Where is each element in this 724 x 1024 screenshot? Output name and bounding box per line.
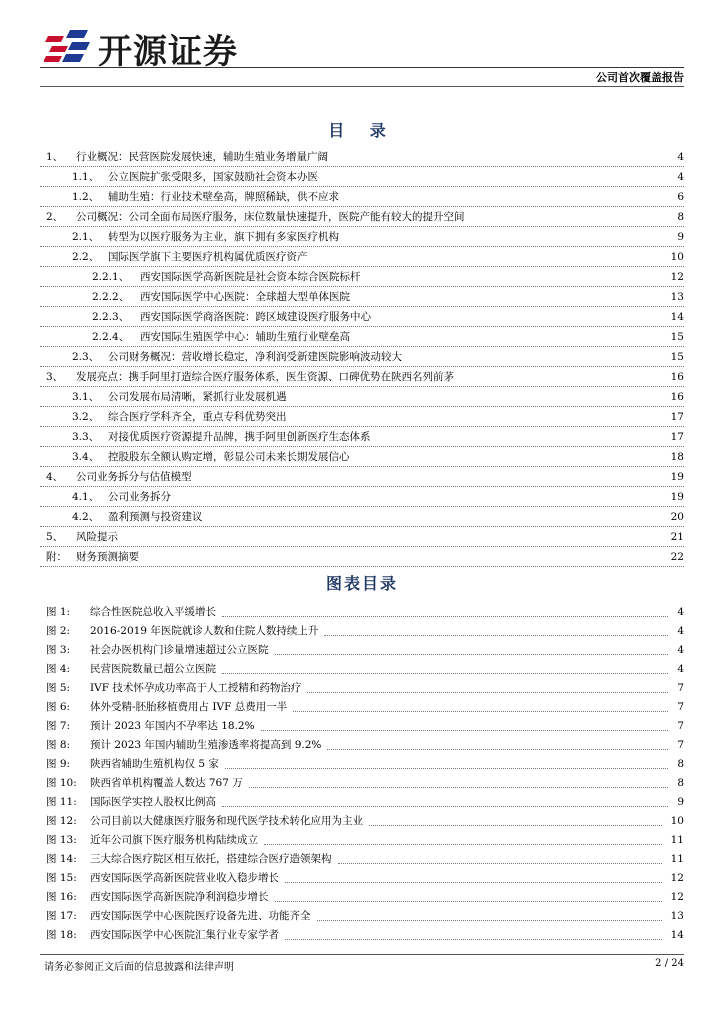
entry-text — [46, 851, 332, 866]
entry-text — [46, 469, 192, 484]
entry-text — [46, 908, 311, 923]
figure-entry[interactable] — [40, 621, 684, 640]
entry-text — [46, 529, 118, 544]
entry-page-number: 19 — [670, 470, 684, 483]
entry-page-number: 10 — [670, 814, 684, 827]
entry-number: 图 5: — [46, 682, 71, 694]
entry-page-number: 9 — [677, 230, 684, 243]
entry-text — [72, 429, 371, 444]
toc-entry[interactable] — [40, 247, 684, 267]
leader-dots — [249, 778, 669, 788]
toc-entry[interactable] — [40, 327, 684, 347]
toc-entry[interactable] — [40, 507, 684, 527]
entry-title: 对接优质医疗资源提升品牌，携手阿里创新医疗生态体系 — [108, 431, 371, 443]
entry-title: 公司概况：公司全面布局医疗服务，床位数量快速提升，医院产能有较大的提升空间 — [76, 211, 465, 223]
kaiyuan-logo-icon — [44, 28, 94, 68]
entry-page-number: 21 — [670, 530, 684, 543]
toc-entry[interactable] — [40, 167, 684, 187]
figure-entry[interactable] — [40, 754, 684, 773]
entry-text — [92, 269, 361, 284]
entry-text — [46, 369, 454, 384]
toc-entry[interactable] — [40, 387, 684, 407]
entry-number: 2.1、 — [72, 231, 100, 243]
entry-page-number: 7 — [677, 738, 684, 751]
entry-page-number: 13 — [670, 909, 684, 922]
entry-title: 预计 2023 年国内不孕率达 18.2% — [90, 720, 255, 732]
entry-page-number: 9 — [677, 795, 684, 808]
entry-page-number: 4 — [677, 624, 684, 637]
entry-number: 2.2.3、 — [92, 311, 130, 323]
entry-number: 图 6: — [46, 701, 71, 713]
entry-title: 公司财务概况：营收增长稳定，净利润受新建医院影响波动较大 — [108, 351, 402, 363]
report-type-divider — [40, 86, 684, 87]
entry-number: 图 3: — [46, 644, 71, 656]
entry-text — [72, 189, 339, 204]
entry-page-number: 7 — [677, 681, 684, 694]
footer-divider — [40, 954, 684, 955]
entry-text — [46, 927, 279, 942]
entry-page-number: 6 — [677, 190, 684, 203]
entry-title: 近年公司旗下医疗服务机构陆续成立 — [90, 834, 258, 846]
toc-entry[interactable] — [40, 207, 684, 227]
entry-number: 3.2、 — [72, 411, 100, 423]
entry-title: 控股股东全额认购定增，彰显公司未来长期发展信心 — [108, 451, 350, 463]
toc-entry[interactable] — [40, 487, 684, 507]
entry-number: 图 15: — [46, 872, 77, 884]
leader-dots — [264, 835, 662, 845]
entry-text — [72, 349, 402, 364]
figure-entry[interactable] — [40, 659, 684, 678]
entry-number: 5、 — [46, 531, 64, 543]
entry-page-number: 16 — [670, 370, 684, 383]
entry-number: 图 10: — [46, 777, 77, 789]
entry-number: 图 9: — [46, 758, 71, 770]
figure-entry[interactable] — [40, 773, 684, 792]
entry-title: 综合医疗学科齐全，重点专科优势突出 — [108, 411, 287, 423]
page-header — [40, 22, 684, 82]
entry-text — [46, 680, 301, 695]
figure-entry[interactable] — [40, 602, 684, 621]
toc-entry[interactable] — [40, 427, 684, 447]
entry-page-number: 17 — [670, 410, 684, 423]
figures-list — [40, 602, 684, 944]
entry-number: 图 16: — [46, 891, 77, 903]
leader-dots — [222, 607, 668, 617]
entry-number: 图 4: — [46, 663, 71, 675]
entry-text — [72, 389, 287, 404]
entry-page-number: 7 — [677, 700, 684, 713]
toc-entry[interactable] — [40, 187, 684, 207]
entry-title: 西安国际医学高新医院净利润稳步增长 — [90, 891, 269, 903]
entry-number: 图 13: — [46, 834, 77, 846]
entry-page-number: 11 — [670, 852, 684, 865]
entry-text — [46, 604, 216, 619]
entry-page-number: 12 — [670, 890, 684, 903]
entry-text — [46, 832, 258, 847]
entry-number: 1.2、 — [72, 191, 100, 203]
toc-entry[interactable] — [40, 307, 684, 327]
entry-title: 公司业务拆分与估值模型 — [76, 471, 192, 483]
entry-text — [46, 549, 139, 564]
toc-entry[interactable] — [40, 267, 684, 287]
entry-page-number: 4 — [677, 605, 684, 618]
entry-title: 辅助生殖：行业技术壁垒高，牌照稀缺，供不应求 — [108, 191, 339, 203]
entry-page-number: 4 — [677, 643, 684, 656]
entry-text — [46, 756, 219, 771]
entry-page-number: 14 — [670, 928, 684, 941]
entry-title: 国际医学旗下主要医疗机构属优质医疗资产 — [108, 251, 308, 263]
entry-title: 2016-2019 年医院就诊人数和住院人数持续上升 — [90, 625, 319, 637]
entry-title: 行业概况：民营医院发展快速，辅助生殖业务增量广阔 — [76, 151, 328, 163]
figure-entry[interactable] — [40, 868, 684, 887]
toc-entry[interactable] — [40, 227, 684, 247]
entry-number: 2.3、 — [72, 351, 100, 363]
entry-page-number: 14 — [670, 310, 684, 323]
entry-text — [72, 409, 287, 424]
entry-page-number: 15 — [670, 350, 684, 363]
figure-entry[interactable] — [40, 640, 684, 659]
entry-text — [72, 509, 203, 524]
entry-text — [46, 209, 465, 224]
entry-number: 1.1、 — [72, 171, 100, 183]
figure-entry[interactable] — [40, 849, 684, 868]
toc-entry[interactable] — [40, 347, 684, 367]
figure-entry[interactable] — [40, 697, 684, 716]
entry-page-number: 10 — [670, 250, 684, 263]
entry-text — [72, 169, 318, 184]
leader-dots — [222, 797, 668, 807]
page-number: 2 / 24 — [655, 958, 684, 969]
toc-entry[interactable] — [40, 287, 684, 307]
entry-title: 西安国际医学中心医院医疗设备先进、功能齐全 — [90, 910, 311, 922]
entry-title: 公司目前以大健康医疗服务和现代医学技术转化应用为主业 — [90, 815, 363, 827]
entry-title: 西安国际生殖医学中心：辅助生殖行业壁垒高 — [140, 331, 350, 343]
toc-entry[interactable] — [40, 367, 684, 387]
entry-title: 三大综合医疗院区相互依托，搭建综合医疗造领架构 — [90, 853, 332, 865]
figure-entry[interactable] — [40, 906, 684, 925]
entry-page-number: 4 — [677, 170, 684, 183]
entry-number: 3、 — [46, 371, 64, 383]
entry-number: 图 14: — [46, 853, 77, 865]
entry-text — [46, 718, 255, 733]
toc-entry[interactable] — [40, 527, 684, 547]
leader-dots — [369, 816, 662, 826]
entry-title: 陕西省辅助生殖机构仅 5 家 — [90, 758, 219, 770]
figure-entry[interactable] — [40, 811, 684, 830]
entry-page-number: 17 — [670, 430, 684, 443]
leader-dots — [317, 911, 662, 921]
entry-number: 4、 — [46, 471, 64, 483]
entry-title: 公司发展布局清晰，紧抓行业发展机遇 — [108, 391, 287, 403]
entry-text — [92, 329, 350, 344]
entry-title: 民营医院数量已超公立医院 — [90, 663, 216, 675]
figure-entry[interactable] — [40, 925, 684, 944]
entry-text — [72, 249, 308, 264]
entry-number: 3.1、 — [72, 391, 100, 403]
entry-number: 3.4、 — [72, 451, 100, 463]
entry-page-number: 8 — [677, 776, 684, 789]
entry-title: 西安国际医学中心医院汇集行业专家学者 — [90, 929, 279, 941]
toc-entry[interactable] — [40, 467, 684, 487]
leader-dots — [307, 683, 668, 693]
entry-title: 财务预测摘要 — [76, 551, 139, 563]
footer-disclaimer: 请务必参阅正文后面的信息披露和法律声明 — [44, 962, 234, 973]
entry-text — [92, 289, 350, 304]
entry-page-number: 16 — [670, 390, 684, 403]
entry-page-number: 4 — [677, 150, 684, 163]
leader-dots — [275, 645, 669, 655]
leader-dots — [222, 664, 668, 674]
entry-text — [92, 309, 371, 324]
entry-number: 4.2、 — [72, 511, 100, 523]
entry-number: 1、 — [46, 151, 64, 163]
leader-dots — [285, 873, 662, 883]
entry-title: 预计 2023 年国内辅助生殖渗透率将提高到 9.2% — [90, 739, 322, 751]
toc-entry[interactable] — [40, 147, 684, 167]
entry-page-number: 20 — [670, 510, 684, 523]
toc-entry[interactable] — [40, 407, 684, 427]
entry-page-number: 22 — [670, 550, 684, 563]
entry-number: 图 2: — [46, 625, 71, 637]
entry-page-number: 19 — [670, 490, 684, 503]
entry-number: 图 18: — [46, 929, 77, 941]
entry-number: 图 1: — [46, 606, 71, 618]
figure-entry[interactable] — [40, 716, 684, 735]
entry-title: 社会办医机构门诊量增速超过公立医院 — [90, 644, 269, 656]
entry-number: 2.2.4、 — [92, 331, 130, 343]
toc-list — [40, 147, 684, 567]
leader-dots — [225, 759, 668, 769]
entry-text — [46, 623, 318, 638]
report-type-label: 公司首次覆盖报告 — [596, 71, 684, 84]
header-divider — [40, 67, 684, 68]
toc-entry[interactable] — [40, 547, 684, 567]
company-logo-text: 开源证券 — [98, 32, 238, 72]
entry-number: 图 12: — [46, 815, 77, 827]
entry-title: 国际医学实控人股权比例高 — [90, 796, 216, 808]
entry-text — [46, 642, 269, 657]
toc-title: 目 录 — [328, 121, 396, 140]
entry-number: 图 17: — [46, 910, 77, 922]
leader-dots — [285, 930, 662, 940]
entry-title: IVF 技术怀孕成功率高于人工授精和药物治疗 — [90, 682, 302, 694]
entry-page-number: 12 — [670, 270, 684, 283]
entry-text — [46, 870, 279, 885]
entry-title: 西安国际医学高新医院营业收入稳步增长 — [90, 872, 279, 884]
entry-number: 2.2.1、 — [92, 271, 130, 283]
leader-dots — [293, 702, 668, 712]
entry-number: 4.1、 — [72, 491, 100, 503]
figure-entry[interactable] — [40, 792, 684, 811]
entry-number: 3.3、 — [72, 431, 100, 443]
entry-text — [46, 813, 363, 828]
entry-page-number: 13 — [670, 290, 684, 303]
entry-title: 公司业务拆分 — [108, 491, 171, 503]
entry-title: 公立医院扩张受限多，国家鼓励社会资本办医 — [108, 171, 318, 183]
entry-number: 附： — [46, 551, 67, 563]
entry-text — [46, 699, 287, 714]
leader-dots — [261, 721, 669, 731]
leader-dots — [327, 740, 668, 750]
entry-page-number: 11 — [670, 833, 684, 846]
entry-title: 西安国际医学高新医院是社会资本综合医院标杆 — [140, 271, 361, 283]
entry-text — [46, 794, 216, 809]
entry-page-number: 4 — [677, 662, 684, 675]
figure-entry[interactable] — [40, 678, 684, 697]
leader-dots — [338, 854, 662, 864]
entry-text — [72, 449, 350, 464]
entry-text — [46, 149, 328, 164]
entry-title: 陕西省单机构覆盖人数达 767 万 — [90, 777, 243, 789]
entry-number: 图 8: — [46, 739, 71, 751]
entry-number: 2.2.2、 — [92, 291, 130, 303]
figures-title: 图表目录 — [325, 574, 398, 593]
entry-page-number: 8 — [677, 210, 684, 223]
figure-entry[interactable] — [40, 887, 684, 906]
figure-entry[interactable] — [40, 830, 684, 849]
entry-title: 西安国际医学商洛医院：跨区域建设医疗服务中心 — [140, 311, 371, 323]
entry-page-number: 18 — [670, 450, 684, 463]
leader-dots — [324, 626, 668, 636]
entry-title: 综合性医院总收入平缓增长 — [90, 606, 216, 618]
figure-entry[interactable] — [40, 735, 684, 754]
entry-number: 图 11: — [46, 796, 77, 808]
entry-number: 图 7: — [46, 720, 71, 732]
entry-page-number: 12 — [670, 871, 684, 884]
entry-text — [46, 889, 269, 904]
entry-text — [72, 489, 171, 504]
entry-page-number: 7 — [677, 719, 684, 732]
entry-number: 2.2、 — [72, 251, 100, 263]
entry-page-number: 15 — [670, 330, 684, 343]
entry-title: 体外受精-胚胎移植费用占 IVF 总费用一半 — [90, 701, 288, 713]
entry-title: 发展亮点：携手阿里打造综合医疗服务体系，医生资源、口碑优势在陕西名列前茅 — [76, 371, 454, 383]
entry-text — [46, 737, 321, 752]
entry-text — [72, 229, 339, 244]
entry-number: 2、 — [46, 211, 64, 223]
leader-dots — [275, 892, 662, 902]
entry-text — [46, 661, 216, 676]
entry-title: 转型为以医疗服务为主业，旗下拥有多家医疗机构 — [108, 231, 339, 243]
entry-page-number: 8 — [677, 757, 684, 770]
entry-title: 盈利预测与投资建议 — [108, 511, 203, 523]
entry-text — [46, 775, 243, 790]
entry-title: 风险提示 — [76, 531, 118, 543]
toc-entry[interactable] — [40, 447, 684, 467]
entry-title: 西安国际医学中心医院：全球超大型单体医院 — [140, 291, 350, 303]
